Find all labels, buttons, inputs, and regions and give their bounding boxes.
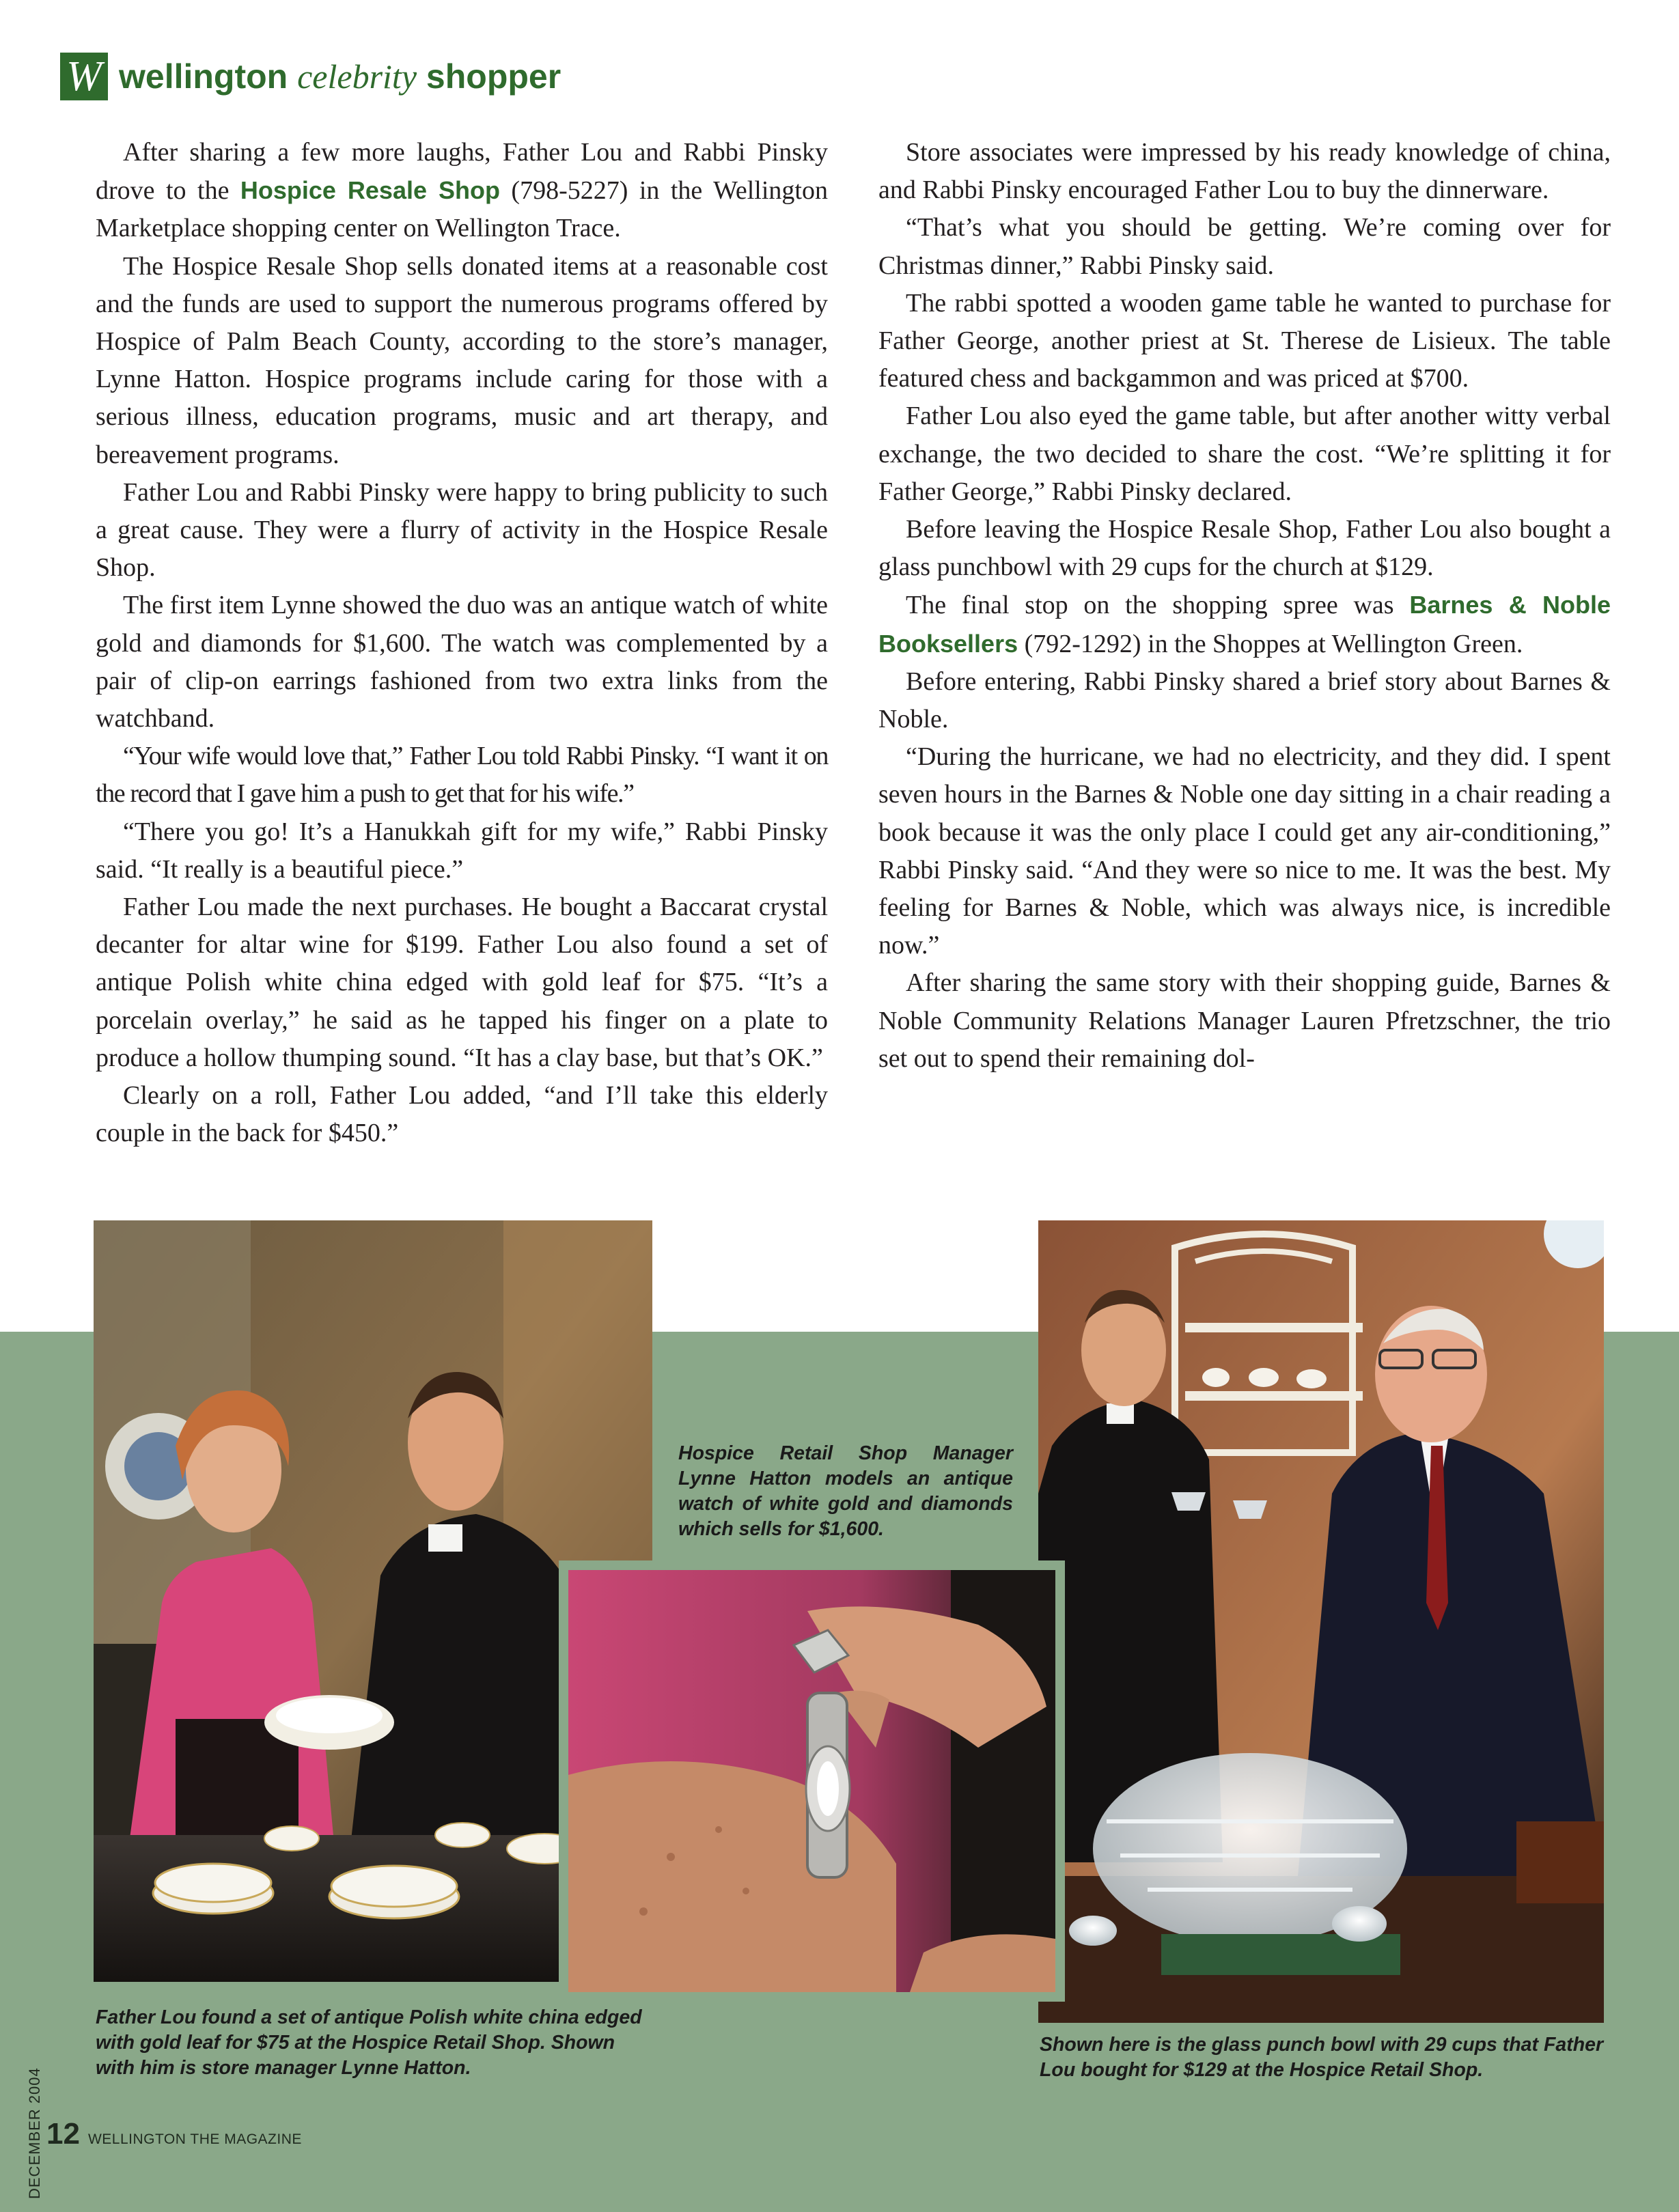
article-paragraph: The rabbi spotted a wooden game table he wanted to purchase for Father George, another priest at St. Therese de Lisieux. The table featured chess and backgammon and was priced at $700. [878, 288, 1611, 393]
article-paragraph: “Your wife would love that,” Father Lou told Rabbi Pinsky. “I want it on the record that I gave him a push to get that for his wife.” [96, 742, 828, 809]
china-caption: Father Lou found a set of antique Polish white china edged with gold leaf for $75 at the Hospice Retail Shop. Shown with him is store manager Lynne Hatton. [96, 2006, 642, 2079]
section-title-end: shopper [426, 57, 561, 96]
article-paragraph: After sharing the same story with their shopping guide, Barnes & Noble Community Relations Manager Lauren Pfretzschner, the trio set out to spend their remaining dol- [878, 968, 1611, 1073]
page-number: 12 [46, 2117, 80, 2151]
article-paragraph: Before entering, Rabbi Pinsky shared a brief story about Barnes & Noble. [878, 667, 1611, 734]
article-column-right [878, 134, 1611, 1078]
punch-bowl-photo [1038, 1220, 1604, 2023]
barnes-noble-name: Barnes & Noble Booksellers [878, 591, 1611, 658]
article-column-left [96, 134, 828, 1152]
article-paragraph: Clearly on a roll, Father Lou added, “and I’ll take this elderly couple in the back for $450.” [96, 1081, 828, 1148]
article-paragraph: “There you go! It’s a Hanukkah gift for my wife,” Rabbi Pinsky said. “It really is a beautiful piece.” [96, 817, 828, 884]
article-paragraph: The Hospice Resale Shop sells donated items at a reasonable cost and the funds are used to support the numerous programs offered by Hospice of Palm Beach County, according to the store’s manager, Lynne Hatton. Hospice programs include caring for those with a serious illness, education programs, music and art therapy, and bereavement programs. [96, 251, 828, 469]
w-logo-icon: W [60, 53, 108, 100]
issue-date: DECEMBER 2004 [26, 2067, 43, 2199]
magazine-name: WELLINGTON THE MAGAZINE [87, 2131, 302, 2147]
article-paragraph [878, 586, 1611, 662]
article-paragraph: Store associates were impressed by his ready knowledge of china, and Rabbi Pinsky encouraged Father Lou to buy the dinnerware. [878, 138, 1611, 205]
punch-bowl-caption: Shown here is the glass punch bowl with 29 cups that Father Lou bought for $129 at the Hospice Retail Shop. [1040, 2034, 1604, 2081]
hospice-resale-shop-name: Hospice Resale Shop [240, 176, 500, 205]
paragraph-text: The final stop on the shopping spree was [906, 591, 1410, 620]
article-paragraph: Father Lou made the next purchases. He bought a Baccarat crystal decanter for altar wine for $199. Father Lou also found a set of antique Polish white china edged with gold leaf for $75. “It’s a porcelain overlay,” he said as he tapped his finger on a plate to produce a hollow thumping sound. “It has a clay base, but that’s OK.” [96, 893, 828, 1072]
section-title-mid: celebrity [297, 57, 417, 96]
article-paragraph: Father Lou also eyed the game table, but after another witty verbal exchange, the two decided to share the cost. “We’re splitting it for Father George,” Rabbi Pinsky declared. [878, 402, 1611, 506]
article-paragraph: “During the hurricane, we had no electricity, and they did. I spent seven hours in the Barnes & Noble one day sitting in a chair reading a book because it was the only place I could get any air-conditioning,” Rabbi Pinsky said. “And they were so nice to me. It was the best. My feeling for Barnes & Noble, which was always nice, is incredible now.” [878, 742, 1611, 960]
paragraph-text: (798-5227) in the Wellington Marketplace shopping center on Wellington Trace. [96, 176, 828, 243]
section-title-start: wellington [119, 57, 288, 96]
watch-caption: Hospice Retail Shop Manager Lynne Hatton models an antique watch of white gold and diamonds which sells for $1,600. [678, 1442, 1013, 1540]
watch-photo [559, 1560, 1065, 2002]
section-header [60, 49, 561, 104]
article-paragraph: The first item Lynne showed the duo was an antique watch of white gold and diamonds for $1,600. The watch was complemented by a pair of clip-on earrings fashioned from two extra links from the watchband. [96, 591, 828, 733]
article-paragraph [96, 134, 828, 248]
article-paragraph: Father Lou and Rabbi Pinsky were happy to bring publicity to such a great cause. They were a flurry of activity in the Hospice Resale Shop. [96, 477, 828, 583]
section-title [119, 57, 561, 96]
article-paragraph: “That’s what you should be getting. We’re coming over for Christmas dinner,” Rabbi Pinsky said. [878, 213, 1611, 280]
page-footer [46, 2117, 302, 2151]
article-paragraph: Before leaving the Hospice Resale Shop, Father Lou also bought a glass punchbowl with 29 cups for the church at $129. [878, 515, 1611, 582]
paragraph-text: After sharing a few more laughs, Father Lou and Rabbi Pinsky drove to the [96, 138, 828, 206]
paragraph-text: (792-1292) in the Shoppes at Wellington Green. [1018, 629, 1523, 658]
